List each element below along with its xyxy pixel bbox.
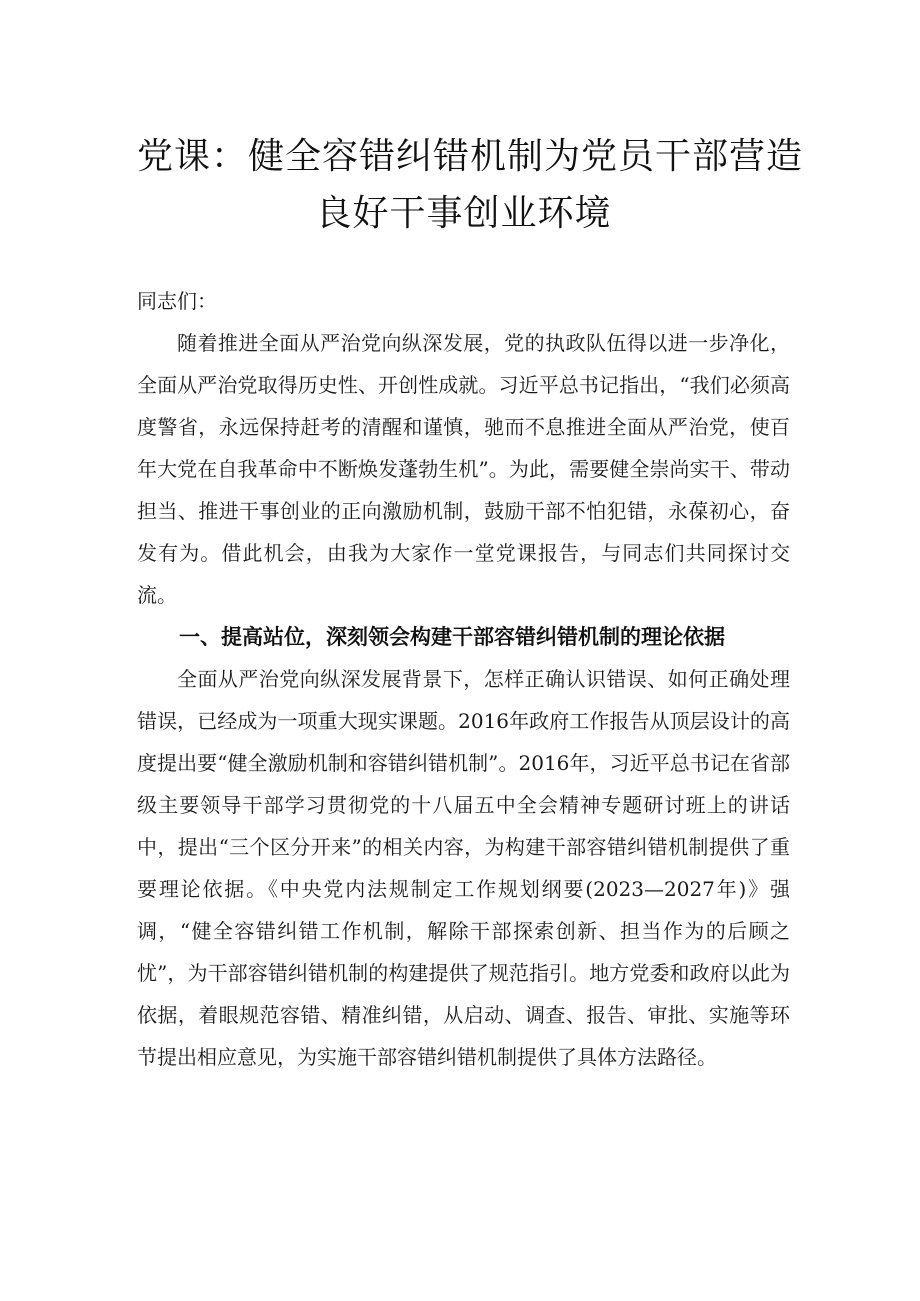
section-heading-1: 一、提高站位，深刻领会构建干部容错纠错机制的理论依据 bbox=[179, 625, 725, 649]
section-1-paragraph: 全面从严治党向纵深发展背景下，怎样正确认识错误、如何正确处理错误，已经成为一项重大现实课题。2016年政府工作报告从顶层设计的高度提出要“健全激励机制和容错纠错机制”。2016年，习近平总书记在省部级主要领导干部学习贯彻党的十八届五中全会精神专题研讨班上的讲话中，提出“三个区分开来”的相关内容，为构建干部容错纠错机制提供了重要理论依据。《中央党内法规制定工作规划纲要(2023—2027年)》强调，“健全容错纠错工作机制，解除干部探索创新、担当作为的后顾之忧”，为干部容错纠错机制的构建提供了规范指引。地方党委和政府以此为依据，着眼规范容错、精准纠错，从启动、调查、报告、审批、实施等环节提出相应意见，为实施干部容错纠错机制提供了具体方法路径。 bbox=[137, 667, 790, 1069]
intro-paragraph: 随着推进全面从严治党向纵深发展，党的执政队伍得以进一步净化，全面从严治党取得历史性、开创性成就。习近平总书记指出，“我们必须高度警省，永远保持赶考的清醒和谨慎，驰而不息推进全面从严治党，使百年大党在自我革命中不断焕发蓬勃生机”。为此，需要健全崇尚实干、带动担当、推进干事创业的正向激励机制，鼓励干部不怕犯错，永葆初心，奋发有为。借此机会，由我为大家作一堂党课报告，与同志们共同探讨交流。 bbox=[137, 331, 790, 607]
title-line-2: 良好干事创业环境 bbox=[315, 193, 612, 234]
salutation: 同志们： bbox=[137, 289, 217, 313]
title-line-1: 党课：健全容错纠错机制为党员干部营造 bbox=[137, 136, 804, 177]
document-title bbox=[137, 0, 804, 242]
